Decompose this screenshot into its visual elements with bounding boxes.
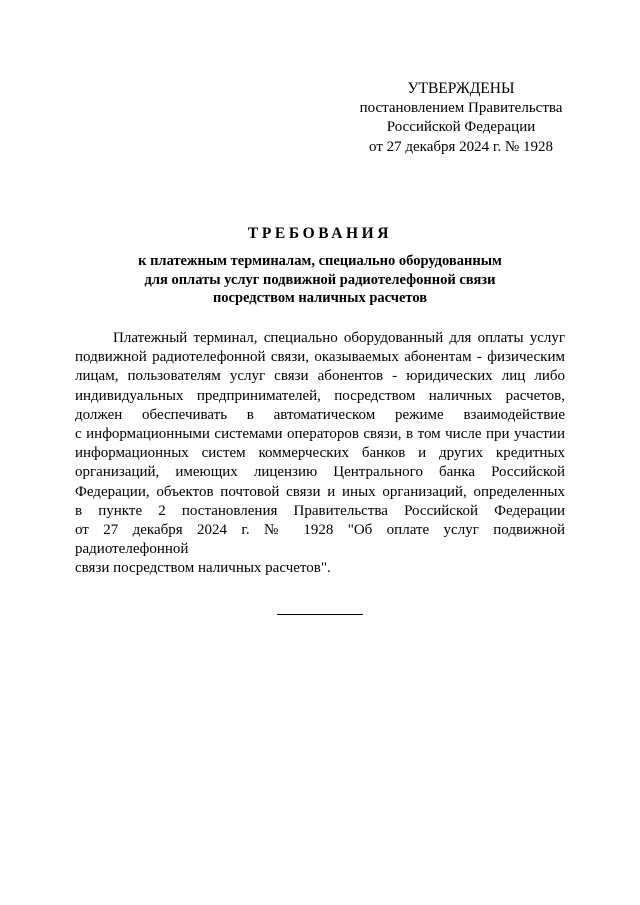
document-subtitle [75,252,565,308]
body-line: организаций, имеющих лицензию Центрального банка Российской [75,464,565,481]
approved-heading: УТВЕРЖДЕНЫ [407,80,515,97]
approval-line: от 27 декабря 2024 г. № 1928 [369,138,553,155]
body-line: с информационными системами операторов связи, в том числе при участии [75,426,565,443]
body-line: информационных систем коммерческих банков и других кредитных [75,445,565,462]
body-paragraph [75,329,565,579]
body-line: лицам, пользователям услуг связи абонентов - юридических лиц либо [75,368,565,385]
subtitle-line: посредством наличных расчетов [212,290,428,306]
subtitle-line: для оплаты услуг подвижной радиотелефонной связи [144,271,496,288]
end-divider [277,614,363,615]
body-line: индивидуальных предпринимателей, посредством наличных расчетов, [75,387,565,404]
document-title: ТРЕБОВАНИЯ [247,225,393,242]
body-line: должен обеспечивать в автоматическом режиме взаимодействие [75,406,565,423]
subtitle-line: к платежным терминалам, специально оборудованным [138,253,502,269]
approval-line: постановлением Правительства [359,99,563,116]
body-line: связи посредством наличных расчетов". [75,560,331,577]
title-block [75,225,565,308]
body-line: Платежный терминал, специально оборудованный для оплаты услуг [113,330,565,346]
body-line: Федерации, объектов почтовой связи и иных организаций, определенных [75,483,565,500]
approval-line: Российской Федерации [386,119,536,135]
body-line: от 27 декабря 2024 г. № 1928 "Об оплате услуг подвижной радиотелефонной [75,522,565,558]
body-line: подвижной радиотелефонной связи, оказываемых абонентам - физическим [75,349,565,366]
approval-stamp [330,79,592,157]
body-line: в пункте 2 постановления Правительства Российской Федерации [75,502,565,519]
